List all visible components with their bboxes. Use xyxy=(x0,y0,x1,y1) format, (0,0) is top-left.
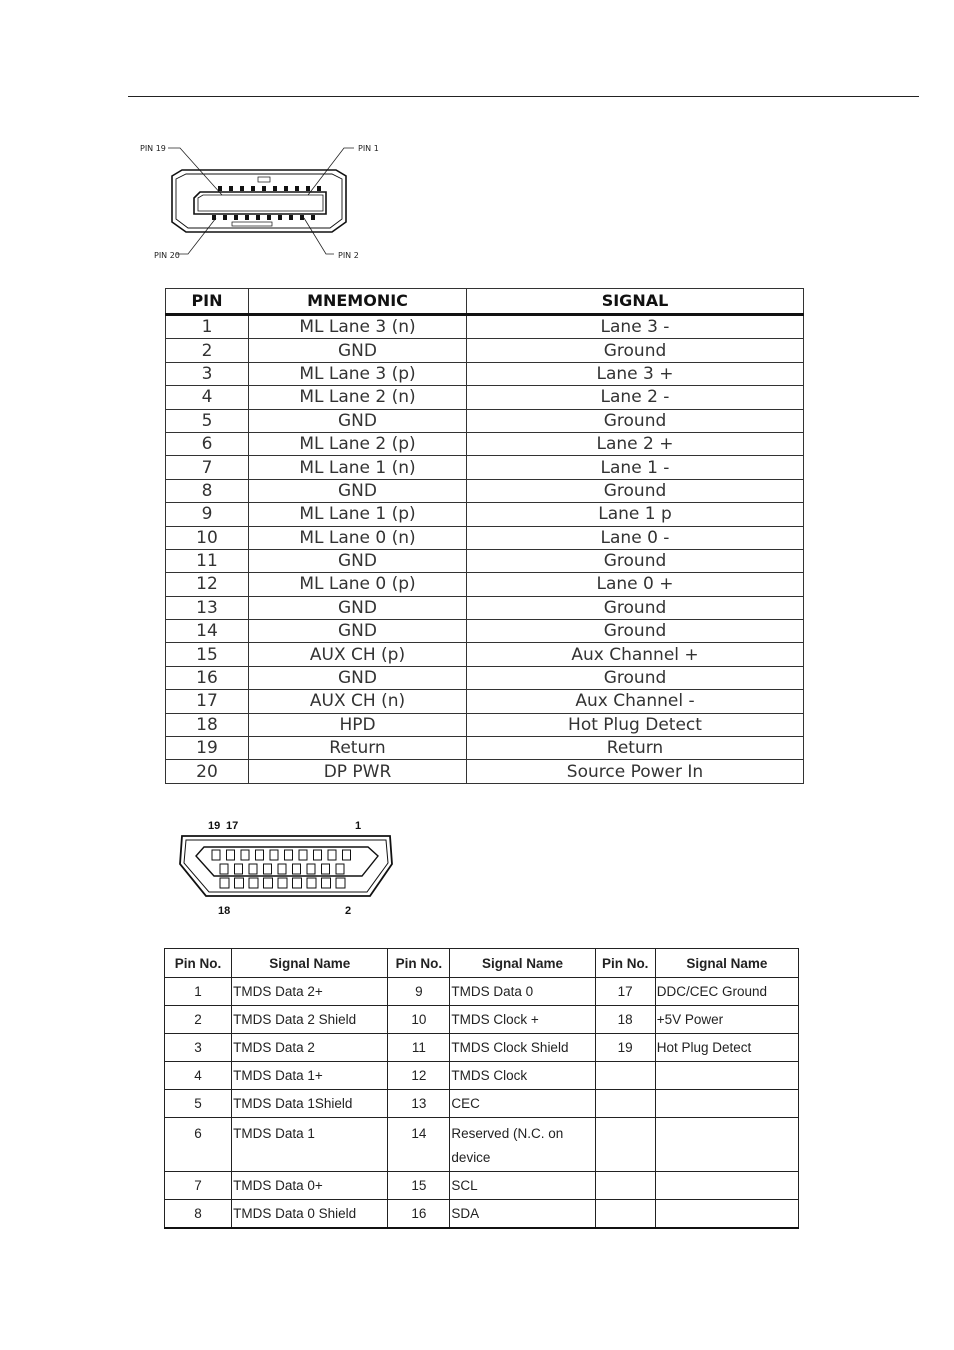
displayport-connector-diagram xyxy=(136,140,386,266)
table-row xyxy=(165,978,799,1006)
pin19-label: 19 xyxy=(208,820,221,832)
pin-number-cell: 18 xyxy=(595,1006,655,1034)
signal-name-cell: TMDS Data 2+ xyxy=(232,978,388,1006)
signal-cell: Return xyxy=(467,737,804,760)
signal-cell: Lane 2 - xyxy=(467,386,804,409)
signal-name-cell: TMDS Data 0 Shield xyxy=(232,1200,388,1229)
pin-cell: 2 xyxy=(166,339,249,362)
table-row xyxy=(166,479,804,502)
mnemonic-cell: ML Lane 3 (n) xyxy=(249,315,467,339)
signal-cell: Lane 0 + xyxy=(467,573,804,596)
signal-cell: Aux Channel - xyxy=(467,690,804,713)
pin-number-cell: 13 xyxy=(388,1090,450,1118)
pin-number-cell: 6 xyxy=(165,1118,232,1172)
pin-number-cell: 19 xyxy=(595,1034,655,1062)
pin-cell: 8 xyxy=(166,479,249,502)
pin-number-cell xyxy=(595,1090,655,1118)
table-row xyxy=(166,760,804,783)
pin-number-cell: 2 xyxy=(165,1006,232,1034)
table-row xyxy=(166,643,804,666)
signal-cell: Source Power In xyxy=(467,760,804,783)
header-pin-no: Pin No. xyxy=(388,949,450,978)
signal-cell: Ground xyxy=(467,666,804,689)
signal-cell: Ground xyxy=(467,479,804,502)
mnemonic-cell: ML Lane 0 (n) xyxy=(249,526,467,549)
signal-name-cell xyxy=(655,1062,798,1090)
mnemonic-cell: HPD xyxy=(249,713,467,736)
pin-cell: 1 xyxy=(166,315,249,339)
table-header-row xyxy=(166,289,804,315)
table-row xyxy=(166,339,804,362)
header-signal-name: Signal Name xyxy=(232,949,388,978)
signal-name-cell: +5V Power xyxy=(655,1006,798,1034)
pin-cell: 18 xyxy=(166,713,249,736)
signal-name-cell: DDC/CEC Ground xyxy=(655,978,798,1006)
pin-number-cell xyxy=(595,1200,655,1229)
pin-cell: 14 xyxy=(166,620,249,643)
signal-name-cell: TMDS Data 2 Shield xyxy=(232,1006,388,1034)
signal-cell: Lane 1 - xyxy=(467,456,804,479)
table-row xyxy=(166,409,804,432)
pin-number-cell: 1 xyxy=(165,978,232,1006)
pin1-label: 1 xyxy=(355,820,362,832)
pin-number-cell: 10 xyxy=(388,1006,450,1034)
table-row xyxy=(166,596,804,619)
mnemonic-cell: ML Lane 0 (p) xyxy=(249,573,467,596)
mnemonic-cell: ML Lane 1 (n) xyxy=(249,456,467,479)
signal-cell: Ground xyxy=(467,339,804,362)
mnemonic-cell: DP PWR xyxy=(249,760,467,783)
mnemonic-cell: GND xyxy=(249,666,467,689)
pin-number-cell: 16 xyxy=(388,1200,450,1229)
pin-cell: 10 xyxy=(166,526,249,549)
table-row xyxy=(165,1006,799,1034)
signal-name-cell: TMDS Data 1+ xyxy=(232,1062,388,1090)
signal-name-cell: TMDS Data 0 xyxy=(450,978,595,1006)
pin-cell: 15 xyxy=(166,643,249,666)
signal-cell: Ground xyxy=(467,549,804,572)
signal-cell: Ground xyxy=(467,620,804,643)
table-row xyxy=(165,1062,799,1090)
signal-name-cell xyxy=(655,1090,798,1118)
signal-cell: Ground xyxy=(467,409,804,432)
signal-name-cell: SCL xyxy=(450,1172,595,1200)
pin-cell: 7 xyxy=(166,456,249,479)
table-row xyxy=(165,1034,799,1062)
signal-name-cell: TMDS Clock Shield xyxy=(450,1034,595,1062)
header-signal: SIGNAL xyxy=(467,289,804,315)
mnemonic-cell: GND xyxy=(249,549,467,572)
pin-number-cell xyxy=(595,1172,655,1200)
table-row xyxy=(166,456,804,479)
pin-number-cell: 12 xyxy=(388,1062,450,1090)
signal-name-cell: TMDS Clock + xyxy=(450,1006,595,1034)
signal-cell: Lane 1 p xyxy=(467,503,804,526)
pin-cell: 3 xyxy=(166,362,249,385)
pin-cell: 5 xyxy=(166,409,249,432)
mnemonic-cell: GND xyxy=(249,409,467,432)
mnemonic-cell: GND xyxy=(249,620,467,643)
pin-cell: 4 xyxy=(166,386,249,409)
pin-cell: 13 xyxy=(166,596,249,619)
header-rule xyxy=(128,96,919,97)
mnemonic-cell: GND xyxy=(249,339,467,362)
mnemonic-cell: GND xyxy=(249,479,467,502)
pin18-label: 18 xyxy=(218,905,231,917)
table-row xyxy=(166,690,804,713)
signal-name-cell: TMDS Data 1Shield xyxy=(232,1090,388,1118)
header-pin-no: Pin No. xyxy=(165,949,232,978)
pin-number-cell: 14 xyxy=(388,1118,450,1172)
mnemonic-cell: AUX CH (p) xyxy=(249,643,467,666)
table-row xyxy=(166,315,804,339)
mnemonic-cell: ML Lane 1 (p) xyxy=(249,503,467,526)
signal-name-cell: TMDS Data 1 xyxy=(232,1118,388,1172)
hdmi-pin-table xyxy=(164,948,799,1229)
pin2-label: 2 xyxy=(345,905,352,917)
pin-number-cell: 3 xyxy=(165,1034,232,1062)
header-pin-no: Pin No. xyxy=(595,949,655,978)
pin-number-cell: 4 xyxy=(165,1062,232,1090)
table-row xyxy=(166,432,804,455)
header-mnemonic: MNEMONIC xyxy=(249,289,467,315)
table-row xyxy=(166,620,804,643)
pin-cell: 12 xyxy=(166,573,249,596)
header-pin: PIN xyxy=(166,289,249,315)
signal-cell: Aux Channel + xyxy=(467,643,804,666)
table-row xyxy=(165,1090,799,1118)
mnemonic-cell: ML Lane 2 (p) xyxy=(249,432,467,455)
signal-cell: Lane 3 - xyxy=(467,315,804,339)
header-signal-name: Signal Name xyxy=(450,949,595,978)
signal-cell: Lane 3 + xyxy=(467,362,804,385)
mnemonic-cell: ML Lane 3 (p) xyxy=(249,362,467,385)
pin-number-cell: 11 xyxy=(388,1034,450,1062)
pin-number-cell: 7 xyxy=(165,1172,232,1200)
signal-name-cell xyxy=(655,1118,798,1172)
signal-cell: Lane 0 - xyxy=(467,526,804,549)
signal-name-cell xyxy=(655,1172,798,1200)
displayport-pin-table xyxy=(165,288,804,784)
pin-cell: 6 xyxy=(166,432,249,455)
signal-cell: Hot Plug Detect xyxy=(467,713,804,736)
signal-name-cell: TMDS Clock xyxy=(450,1062,595,1090)
signal-cell: Lane 2 + xyxy=(467,432,804,455)
signal-cell: Ground xyxy=(467,596,804,619)
pin-number-cell: 17 xyxy=(595,978,655,1006)
signal-name-cell: TMDS Data 0+ xyxy=(232,1172,388,1200)
table-row xyxy=(166,526,804,549)
pin-number-cell xyxy=(595,1118,655,1172)
pin-number-cell: 8 xyxy=(165,1200,232,1229)
pin-cell: 16 xyxy=(166,666,249,689)
table-row xyxy=(166,386,804,409)
table-row xyxy=(166,737,804,760)
table-row xyxy=(166,573,804,596)
signal-name-cell xyxy=(655,1200,798,1229)
pin-cell: 19 xyxy=(166,737,249,760)
pin-number-cell: 15 xyxy=(388,1172,450,1200)
pin-cell: 9 xyxy=(166,503,249,526)
mnemonic-cell: ML Lane 2 (n) xyxy=(249,386,467,409)
table-row xyxy=(165,1200,799,1229)
signal-name-cell: Reserved (N.C. on device xyxy=(450,1118,595,1172)
table-row xyxy=(165,1172,799,1200)
pin-number-cell: 5 xyxy=(165,1090,232,1118)
pin1-label: PIN 1 xyxy=(358,144,379,153)
table-row xyxy=(166,549,804,572)
pin19-label: PIN 19 xyxy=(140,144,166,153)
table-row xyxy=(166,503,804,526)
hdmi-connector-diagram xyxy=(172,814,404,922)
table-row xyxy=(166,666,804,689)
signal-name-cell: TMDS Data 2 xyxy=(232,1034,388,1062)
table-row xyxy=(166,713,804,736)
mnemonic-cell: GND xyxy=(249,596,467,619)
pin-number-cell xyxy=(595,1062,655,1090)
signal-name-cell: CEC xyxy=(450,1090,595,1118)
pin20-label: PIN 20 xyxy=(154,251,180,260)
signal-name-cell: SDA xyxy=(450,1200,595,1229)
header-signal-name: Signal Name xyxy=(655,949,798,978)
pin2-label: PIN 2 xyxy=(338,251,359,260)
table-row xyxy=(166,362,804,385)
pin-cell: 20 xyxy=(166,760,249,783)
mnemonic-cell: AUX CH (n) xyxy=(249,690,467,713)
mnemonic-cell: Return xyxy=(249,737,467,760)
pin-number-cell: 9 xyxy=(388,978,450,1006)
pin-cell: 11 xyxy=(166,549,249,572)
pin-cell: 17 xyxy=(166,690,249,713)
signal-name-cell: Hot Plug Detect xyxy=(655,1034,798,1062)
pin17-label: 17 xyxy=(226,820,239,832)
table-header-row xyxy=(165,949,799,978)
table-row xyxy=(165,1118,799,1172)
